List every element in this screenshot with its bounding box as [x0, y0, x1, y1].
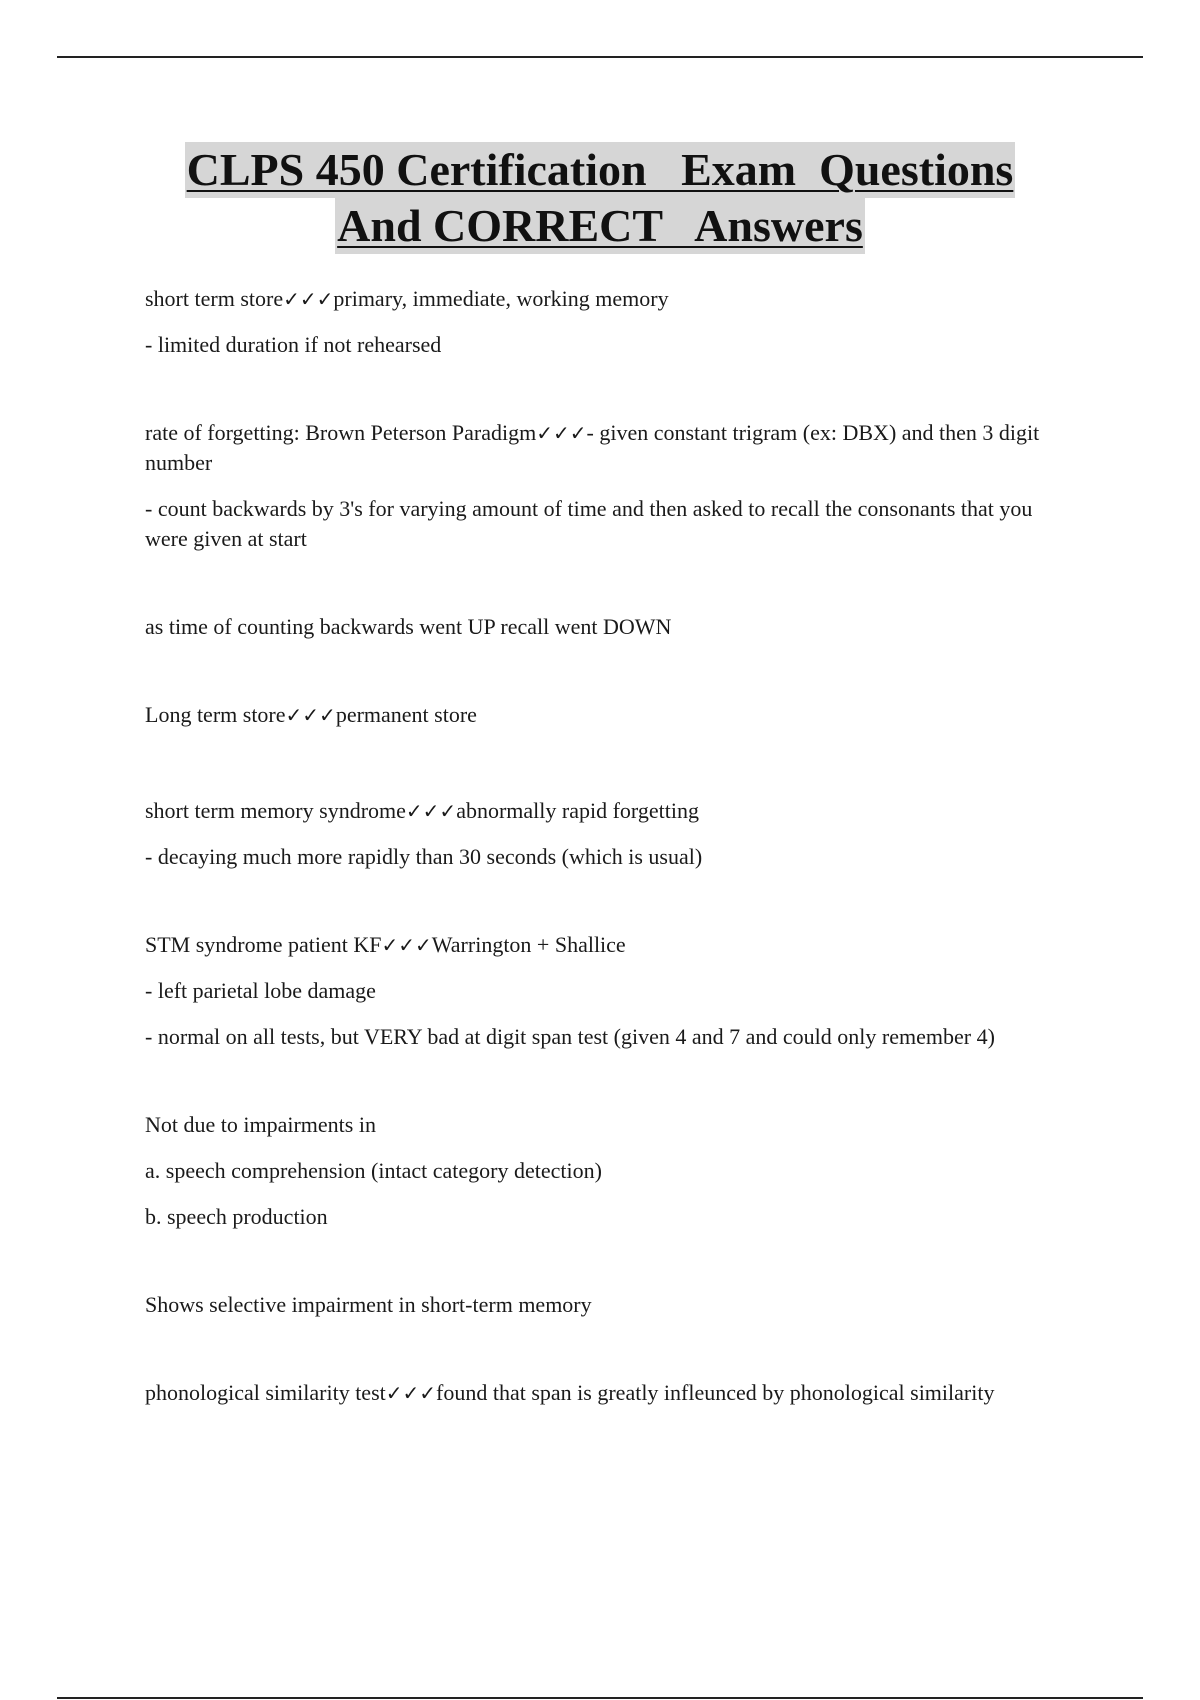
check-marks-icon: ✓✓✓ — [385, 1381, 437, 1405]
card-heading — [145, 1378, 1065, 1408]
card-note: - count backwards by 3's for varying amount of time and then asked to recall the consonants that you were given at start — [145, 496, 1033, 551]
card-heading — [145, 418, 1065, 478]
check-marks-icon: ✓✓✓ — [405, 799, 457, 823]
card-term: STM syndrome patient KF — [145, 932, 382, 957]
card-note: - normal on all tests, but VERY bad at digit span test (given 4 and 7 and could only remember 4) — [145, 1024, 995, 1049]
card-heading — [145, 284, 1065, 314]
card-term: Long term store — [145, 702, 286, 727]
card-note: b. speech production — [145, 1204, 328, 1229]
card-term: short term memory syndrome — [145, 798, 406, 823]
card-answer: Warrington + Shallice — [431, 932, 626, 957]
card-term: phonological similarity test — [145, 1380, 386, 1405]
document-body — [145, 284, 1065, 1424]
card-note: - decaying much more rapidly than 30 seconds (which is usual) — [145, 844, 703, 869]
check-marks-icon: ✓✓✓ — [381, 933, 432, 957]
card-note: a. speech comprehension (intact category detection) — [145, 1158, 602, 1183]
card-answer: primary, immediate, working memory — [333, 286, 669, 311]
card-heading — [145, 700, 1065, 730]
card-note: Shows selective impairment in short-term memory — [145, 1292, 592, 1317]
top-divider — [57, 56, 1143, 58]
card-note: Not due to impairments in — [145, 1112, 376, 1137]
bottom-divider — [57, 1697, 1143, 1699]
title-line-1: CLPS 450 Certification Exam Questions — [185, 142, 1016, 198]
card-heading — [145, 796, 1065, 826]
card-answer: found that span is greatly infleunced by phonological similarity — [436, 1380, 995, 1405]
check-marks-icon: ✓✓✓ — [536, 421, 587, 445]
card-answer: - given constant trigram (ex: DBX) and then 3 digit number — [145, 420, 1040, 475]
document-title — [60, 142, 1140, 254]
check-marks-icon: ✓✓✓ — [285, 703, 336, 727]
card-note: - left parietal lobe damage — [145, 978, 376, 1003]
card-note: - limited duration if not rehearsed — [145, 332, 442, 357]
check-marks-icon: ✓✓✓ — [283, 287, 334, 311]
card-term: rate of forgetting: Brown Peterson Paradigm — [145, 420, 537, 445]
title-line-2: And CORRECT Answers — [335, 198, 865, 254]
card-answer: abnormally rapid forgetting — [456, 798, 699, 823]
card-note: as time of counting backwards went UP recall went DOWN — [145, 614, 672, 639]
card-answer: permanent store — [335, 702, 477, 727]
card-heading — [145, 930, 1065, 960]
card-term: short term store — [145, 286, 284, 311]
